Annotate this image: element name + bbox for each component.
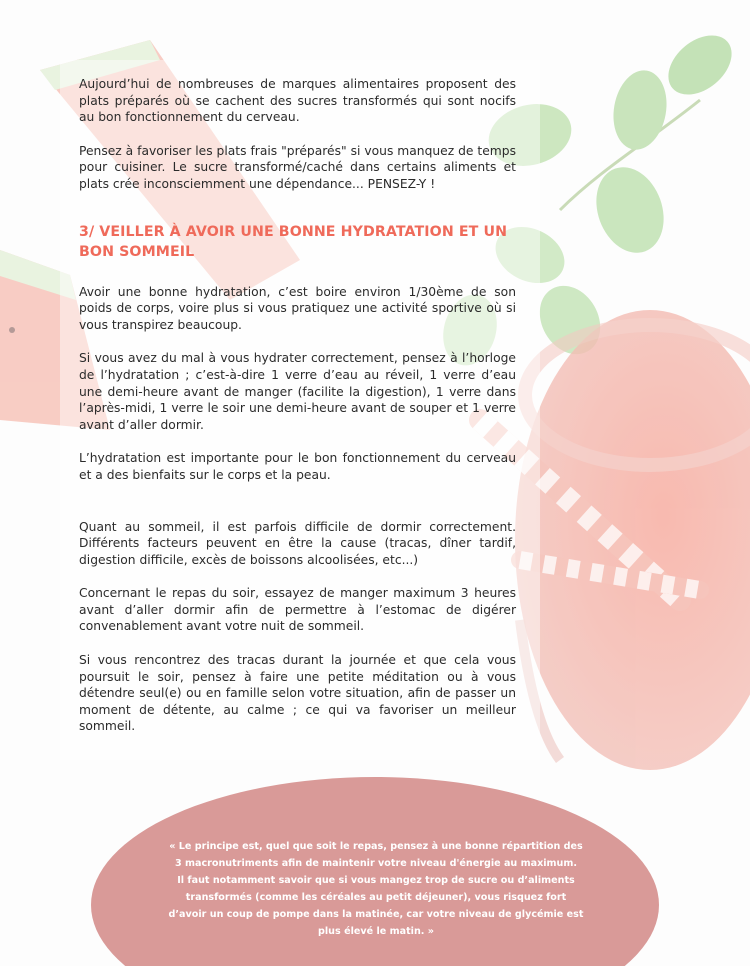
quote-line: 3 macronutriments afin de maintenir votre niveau d'énergie au maximum. <box>174 858 578 869</box>
paragraph: Concernant le repas du soir, essayez de manger maximum 3 heures avant d’aller dormir afin de permettre à l’estomac de digérer convenablement avant votre nuit de sommeil. <box>79 586 516 634</box>
quote-line: d’avoir un coup de pompe dans la matinée, car votre niveau de glycémie est <box>168 909 584 920</box>
heading-line: 3/ VEILLER À AVOIR UNE BONNE HYDRATATION ET UN <box>79 223 508 240</box>
section-heading <box>79 222 516 262</box>
paragraph: Avoir une bonne hydratation, c’est boire environ 1/30ème de son poids de corps, voire plus si vous pratiquez une activité sportive où si vous transpirez beaucoup. <box>79 284 516 332</box>
quote-line: « Le principe est, quel que soit le repas, pensez à une bonne répartition des <box>169 841 583 852</box>
main-content <box>79 76 516 735</box>
paragraph: Quant au sommeil, il est parfois difficile de dormir correctement. Différents facteurs peuvent en être la cause (tracas, dîner tardif, digestion difficile, excès de boissons alcoolisées, etc...) <box>79 519 516 567</box>
paragraph: Si vous avez du mal à vous hydrater correctement, pensez à l’horloge de l’hydratation ; c’est-à-dire 1 verre d’eau au réveil, 1 verre d’eau une demi-heure avant de manger (facilite la digestion), 1 verre dans l’après-midi, 1 verre le soir une demi-heure avant de souper et 1 verre avant d’aller dormir. <box>79 351 516 432</box>
paragraph: Pensez à favoriser les plats frais "préparés" si vous manquez de temps pour cuisiner. Le sucre transformé/caché dans certains aliments et plats crée inconsciemment une dépendance... PENSEZ-Y ! <box>79 143 516 191</box>
quote-line: plus élevé le matin. » <box>318 926 434 937</box>
paragraph: L’hydratation est importante pour le bon fonctionnement du cerveau et a des bienfaits sur le corps et la peau. <box>79 451 516 482</box>
paragraph: Si vous rencontrez des tracas durant la journée et que cela vous poursuit le soir, pensez à faire une petite méditation ou à vous détendre seul(e) ou en famille selon votre situation, afin de passer un moment de détente, au calme ; ce qui va favoriser un meilleur sommeil. <box>79 653 516 734</box>
paragraph: Aujourd’hui de nombreuses de marques alimentaires proposent des plats préparés où se cachent des sucres transformés qui sont nocifs au bon fonctionnement du cerveau. <box>79 77 516 125</box>
quote-line: transformés (comme les céréales au petit déjeuner), vous risquez fort <box>185 892 567 903</box>
quote-line: Il faut notamment savoir que si vous mangez trop de sucre ou d’aliments <box>177 875 575 886</box>
quote-block <box>160 838 592 940</box>
heading-line: BON SOMMEIL <box>79 243 195 260</box>
